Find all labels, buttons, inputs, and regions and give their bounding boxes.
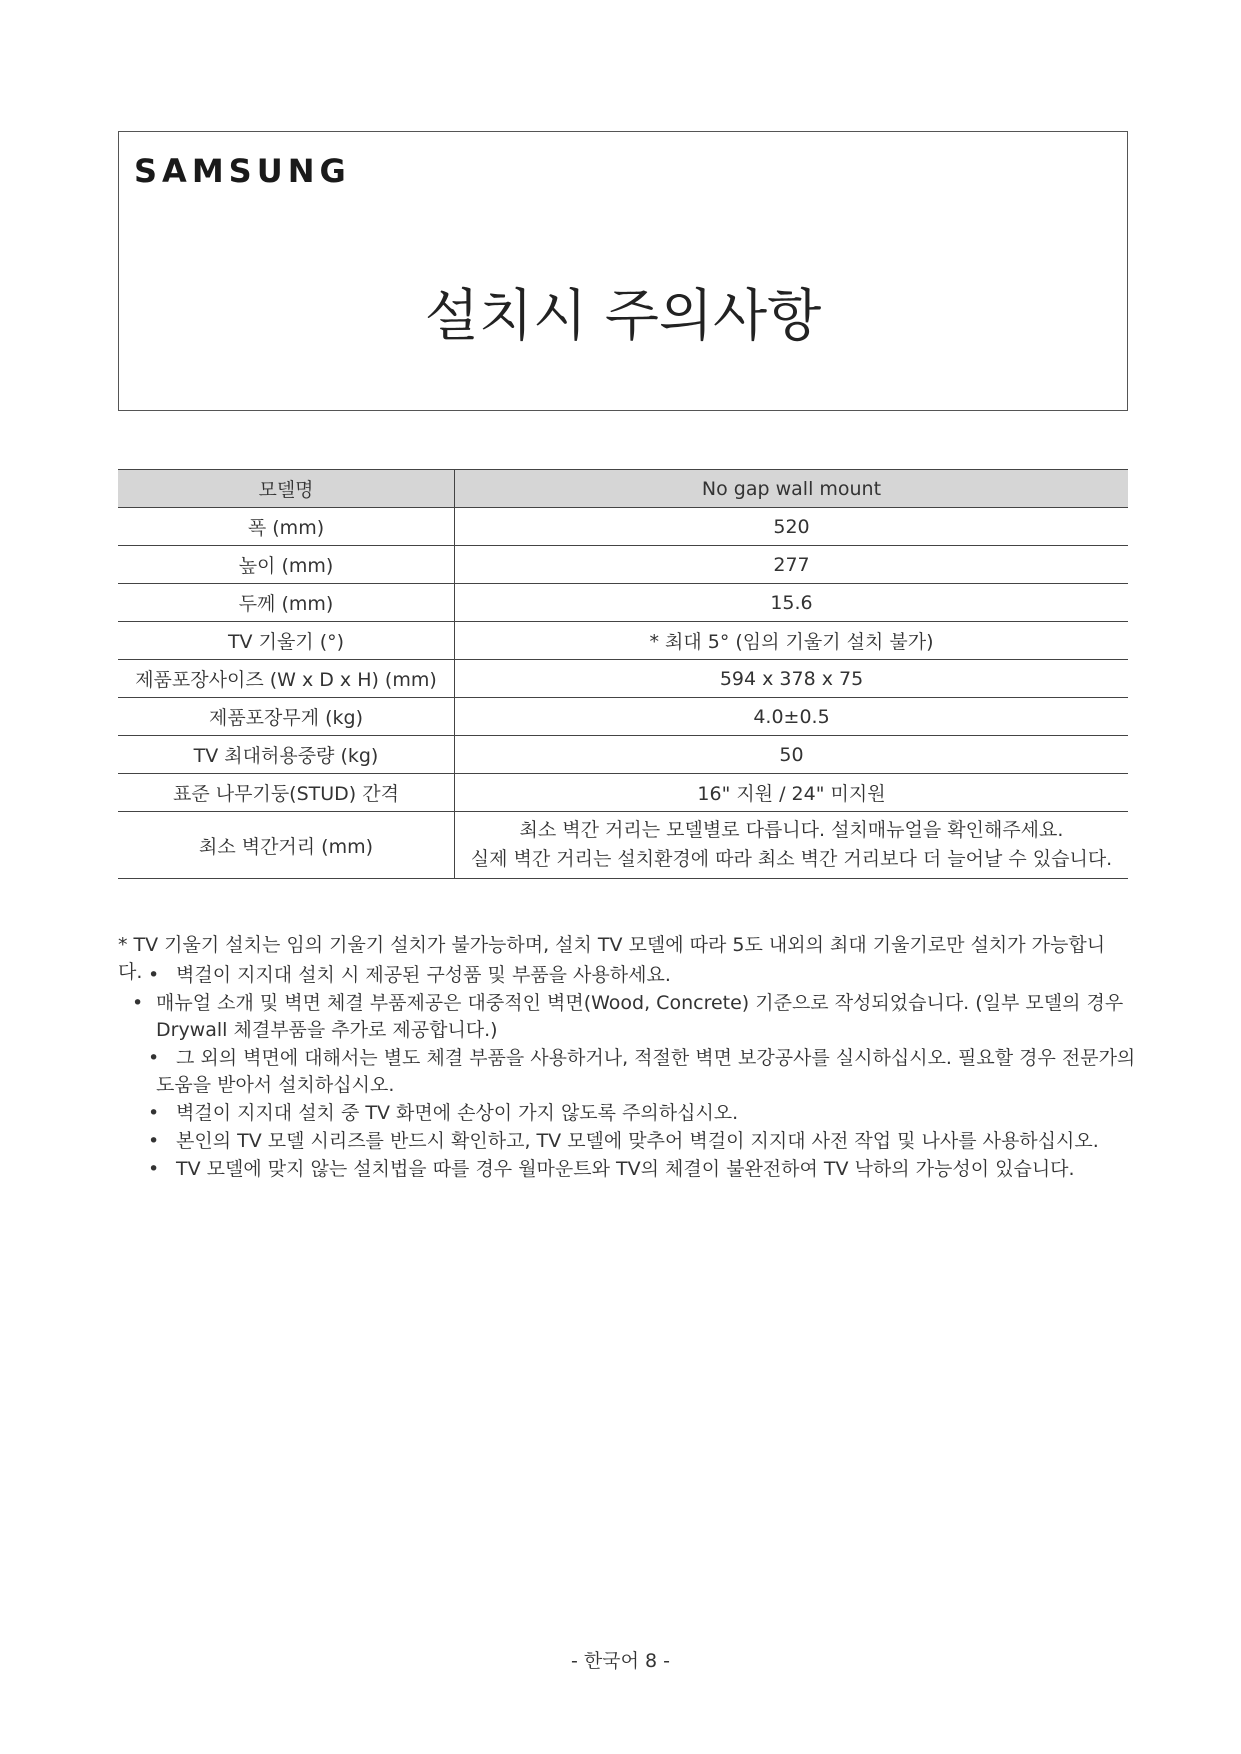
spec-value: 15.6 — [455, 584, 1129, 622]
list-item — [118, 1100, 1138, 1127]
list-item-text: 그 외의 벽면에 대해서는 별도 체결 부품을 사용하거나, 적절한 벽면 보강공사를 실시하십시오. 필요할 경우 전문가의 도움을 받아서 설치하십시오. — [156, 1047, 1136, 1096]
spec-value: 4.0±0.5 — [455, 698, 1129, 736]
table-row — [118, 736, 1128, 774]
list-item-text: TV 모델에 맞지 않는 설치법을 따를 경우 월마운트와 TV의 체결이 불완전하여 TV 낙하의 가능성이 있습니다. — [176, 1158, 1075, 1180]
bullet-icon: • — [132, 992, 144, 1014]
spec-value: 16" 지원 / 24" 미지원 — [455, 774, 1129, 812]
list-item — [118, 1045, 1138, 1099]
spec-label: 폭 (mm) — [118, 508, 455, 546]
table-row — [118, 698, 1128, 736]
list-item — [118, 962, 1138, 989]
spec-label: 제품포장무게 (kg) — [118, 698, 455, 736]
spec-label: TV 기울기 (°) — [118, 622, 455, 660]
spec-value: 594 x 378 x 75 — [455, 660, 1129, 698]
spec-label: 두께 (mm) — [118, 584, 455, 622]
spec-label: 제품포장사이즈 (W x D x H) (mm) — [118, 660, 455, 698]
spec-label: 표준 나무기둥(STUD) 간격 — [118, 774, 455, 812]
spec-label: 높이 (mm) — [118, 546, 455, 584]
spec-value: 50 — [455, 736, 1129, 774]
min-distance-line-2: 실제 벽간 거리는 설치환경에 따라 최소 벽간 거리보다 더 늘어날 수 있습니다. — [470, 848, 1113, 870]
spec-value: 277 — [455, 546, 1129, 584]
spec-label: 모델명 — [118, 470, 455, 508]
bullet-icon: • — [148, 1102, 160, 1124]
document-title: 설치시 주의사항 — [424, 284, 822, 349]
samsung-logo: SAMSUNG — [134, 152, 351, 190]
bullet-icon: • — [148, 1047, 160, 1069]
list-item-text: 매뉴얼 소개 및 벽면 체결 부품제공은 대중적인 벽면(Wood, Concrete) 기준으로 작성되었습니다. (일부 모델의 경우 Drywall 체결부품을 추가로 제공합니다.) — [156, 992, 1124, 1041]
list-item-text: 벽걸이 지지대 설치 시 제공된 구성품 및 부품을 사용하세요. — [176, 964, 671, 986]
caution-list — [118, 962, 1138, 1184]
table-row — [118, 470, 1128, 508]
min-distance-line-1: 최소 벽간 거리는 모델별로 다릅니다. 설치매뉴얼을 확인해주세요. — [519, 819, 1064, 841]
list-item-text: 벽걸이 지지대 설치 중 TV 화면에 손상이 가지 않도록 주의하십시오. — [176, 1102, 739, 1124]
spec-value — [455, 812, 1129, 879]
spec-table — [118, 469, 1128, 879]
page-number: - 한국어 8 - — [571, 1650, 670, 1672]
spec-value: 520 — [455, 508, 1129, 546]
list-item — [118, 1128, 1138, 1155]
tilt-note: * TV 기울기 설치는 임의 기울기 설치가 불가능하며, 설치 TV 모델에 따라 5도 내외의 최대 기울기로만 설치가 가능합니다. — [118, 934, 1106, 983]
table-row — [118, 584, 1128, 622]
table-row — [118, 508, 1128, 546]
list-item — [118, 990, 1138, 1044]
table-row — [118, 812, 1128, 879]
table-row — [118, 774, 1128, 812]
spec-label: 최소 벽간거리 (mm) — [118, 812, 455, 879]
spec-value: No gap wall mount — [455, 470, 1129, 508]
list-item-text: 본인의 TV 모델 시리즈를 반드시 확인하고, TV 모델에 맞추어 벽걸이 지지대 사전 작업 및 나사를 사용하십시오. — [176, 1130, 1099, 1152]
spec-value: * 최대 5° (임의 기울기 설치 불가) — [455, 622, 1129, 660]
bullet-icon: • — [148, 964, 160, 986]
header-box — [118, 131, 1128, 411]
table-row — [118, 546, 1128, 584]
table-row — [118, 622, 1128, 660]
spec-label: TV 최대허용중량 (kg) — [118, 736, 455, 774]
bullet-icon: • — [148, 1130, 160, 1152]
table-row — [118, 660, 1128, 698]
bullet-icon: • — [148, 1158, 160, 1180]
list-item — [118, 1156, 1138, 1183]
